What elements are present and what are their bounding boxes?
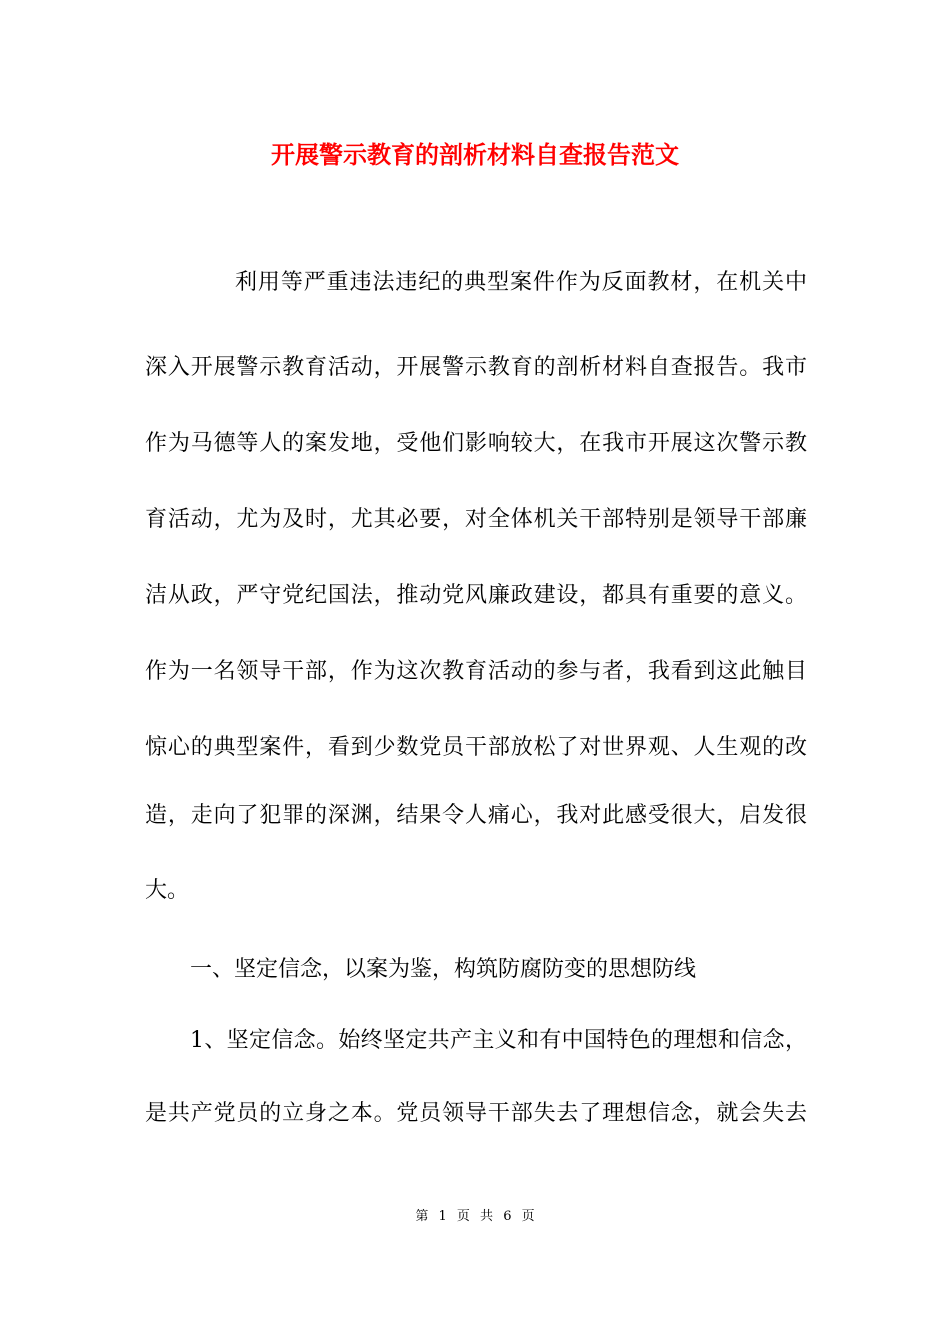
section-heading: 一、坚定信念，以案为鉴，构筑防腐防变的思想防线 [190, 957, 697, 982]
document-title: 开展警示教育的剖析材料自查报告范文 [271, 140, 679, 169]
paragraph-line: 育活动，尤为及时，尤其必要，对全体机关干部特别是领导干部廉 [145, 507, 807, 532]
paragraph-line: 作为一名领导干部，作为这次教育活动的参与者，我看到这此触目 [145, 659, 807, 684]
paragraph-line: 大。 [145, 878, 190, 903]
paragraph-line: 作为马德等人的案发地，受他们影响较大，在我市开展这次警示教 [145, 431, 807, 456]
paragraph-line: 深入开展警示教育活动，开展警示教育的剖析材料自查报告。我市 [145, 355, 807, 380]
page-number: 第 1 页 共 6 页 [415, 1209, 535, 1224]
paragraph-line: 造，走向了犯罪的深渊，结果令人痛心，我对此感受很大，启发很 [145, 803, 807, 828]
paragraph-line: 洁从政，严守党纪国法，推动党风廉政建设，都具有重要的意义。 [145, 583, 807, 608]
paragraph-line: 是共产党员的立身之本。党员领导干部失去了理想信念，就会失去 [145, 1101, 807, 1126]
paragraph-line: 利用等严重违法违纪的典型案件作为反面教材，在机关中 [235, 270, 807, 295]
paragraph-line: 惊心的典型案件，看到少数党员干部放松了对世界观、人生观的改 [145, 735, 807, 760]
paragraph-line: 1、坚定信念。始终坚定共产主义和有中国特色的理想和信念， [190, 1028, 807, 1053]
